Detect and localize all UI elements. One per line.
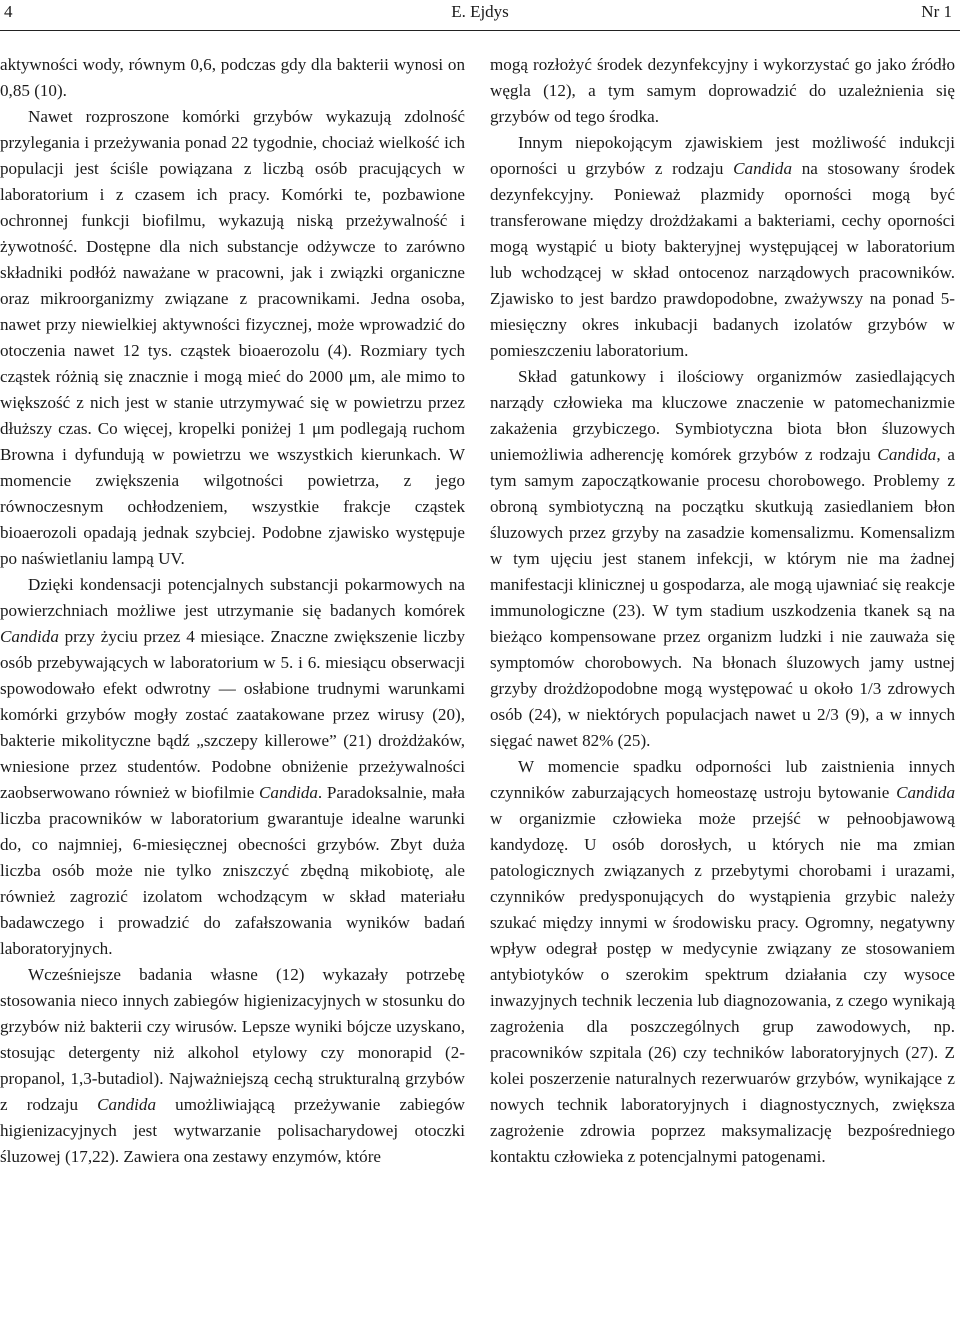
paragraph: Nawet rozproszone komórki grzybów wykazują zdolność przylegania i przeżywania ponad 22 tygodnie, chociaż wielkość ich populacji jest ściśle powiązana z liczbą osób pracujących w laboratorium i z czasem ich pracy. Komórki te, pozbawione ochronnej funkcji biofilmu, wykazują niską przeżywalność i żywotność. Dostępne dla nich substancje odżywcze to zarówno składniki podłóż naważane w pracowni, jak i związki organiczne oraz mikroorganizmy związane z pracownikami. Jedna osoba, nawet przy niewielkiej aktywności fizycznej, może wprowadzić do otoczenia nawet 12 tys. cząstek bioaerozolu (4). Rozmiary tych cząstek różnią się znacznie i mogą mieć do 2000 μm, ale mimo to większość z nich jest w stanie utrzymywać się w powietrzu przez dłuższy czas. Co więcej, kropelki poniżej 1 μm podlegają ruchom Browna i dyfundują w powietrzu we wszystkich kierunkach. W momencie zwiększenia wilgotności powietrza, z jego równoczesnym ochłodzeniem, wszystkie frakcje cząstek bioaerozoli opadają jednak szybciej. Podobne zjawisko występuje po naświetlaniu lampą UV. (0, 107, 465, 568)
paragraph: W momencie spadku odporności lub zaistnienia innych czynników zaburzających homeostazę ustroju bytowanie Candida w organizmie człowieka może przejść w pełnoobjawową kandydozę. U osób dorosłych, u których nie ma zmian patologicznych związanych z przebytymi chorobami i urazami, czynników predysponujących do wystąpienia grzybic należy szukać między innymi w środowisku pracy. Ogromny, negatywny wpływ odegrał postęp w medycynie związany ze stosowaniem antybiotyków o szerokim spektrum działania czy wysoce inwazyjnych technik leczenia lub diagnozowania, z czego wynikają zagrożenia dla poszczególnych grup zawodowych, np. pracowników szpitala (26) czy techników laboratoryjnych (27). Z kolei poszerzenie naturalnych rezerwuarów grzybów, wynikające z nowych technik laboratoryjnych i diagnostycznych, zwiększa zagrożenie zdrowia poprzez maksymalizację bezpośredniego kontaktu człowieka z potencjalnymi patogenami. (490, 757, 955, 1166)
paragraph: mogą rozłożyć środek dezynfekcyjny i wykorzystać go jako źródło węgla (12), a tym samym doprowadzić do uzależnienia się grzybów od tego środka. (490, 55, 955, 126)
paragraph: Dzięki kondensacji potencjalnych substancji pokarmowych na powierzchniach możliwe jest utrzymanie się badanych komórek Candida przy życiu przez 4 miesiące. Znaczne zwiększenie liczby osób przebywających w laboratorium w 5. i 6. miesiącu obserwacji spowodowało efekt odwrotny — osłabione trudnymi warunkami komórki grzybów mogły zostać zaatakowane przez wirusy (20), bakterie mikolityczne bądź „szczepy killerowe” (21) drożdżaków, wniesione przez studentów. Podobne obniżenie przeżywalności zaobserwowano również w biofilmie Candida. Paradoksalnie, mała liczba pracowników w laboratorium gwarantuje idealne warunki do, co najmniej, 6-miesięcznej obecności grzybów. Zbyt duża liczba osób może nie tylko zniszczyć zbędną mikobiotę, ale również zagrozić izolatom wchodzącym w skład materiału badawczego i prowadzić do zafałszowania wyników badań laboratoryjnych. (0, 575, 465, 958)
page-number: 4 (4, 2, 13, 21)
right-column (490, 52, 955, 1170)
paragraph: Innym niepokojącym zjawiskiem jest możliwość indukcji oporności u grzybów z rodzaju Candida na stosowany środek dezynfekcyjny. Ponieważ plazmidy oporności mogą być transferowane między drożdżakami a bakteriami, cechy oporności mogą wystąpić u bioty bakteryjnej występującej w laboratorium lub wchodzącej w skład ontocenoz narządowych pracowników. Zjawisko to jest bardzo prawdopodobne, zważywszy na ponad 5-miesięczny okres inkubacji badanych izolatów grzybów w pomieszczeniu laboratorium. (490, 133, 955, 360)
left-column (0, 52, 465, 1170)
running-author: E. Ejdys (451, 2, 509, 21)
paragraph: Skład gatunkowy i ilościowy organizmów zasiedlających narządy człowieka ma kluczowe znaczenie w patomechanizmie zakażenia grzybiczego. Symbiotyczna biota błon śluzowych uniemożliwia adherencję komórek grzybów z rodzaju Candida, a tym samym zapoczątkowanie procesu chorobowego. Problemy z obroną symbiotyczną na początku skutkują zasiedlaniem błon śluzowych przez grzyby na zasadzie komensalizmu. Komensalizm w tym ujęciu jest stanem infekcji, w którym nie ma żadnej manifestacji klinicznej u gospodarza, ale mogą ujawniać się reakcje immunologiczne (23). W tym stadium uszkodzenia tkanek są na bieżąco kompensowane przez organizm ludzki i nie zauważa się symptomów chorobowych. Na błonach śluzowych jamy ustnej grzyby drożdżopodobne mogą występować u około 1/3 zdrowych osób (24), w niektórych populacjach nawet u 2/3 (9), a w innych sięgać nawet 82% (25). (490, 367, 955, 750)
issue-number: Nr 1 (921, 2, 952, 21)
running-header (0, 0, 960, 34)
paragraph: aktywności wody, równym 0,6, podczas gdy dla bakterii wynosi on 0,85 (10). (0, 55, 465, 100)
paragraph: Wcześniejsze badania własne (12) wykazały potrzebę stosowania nieco innych zabiegów higienizacyjnych w stosunku do grzybów niż bakterii czy wirusów. Lepsze wyniki bójcze uzyskano, stosując detergenty niż alkohol etylowy czy monorapid (2-propanol, 1,3-butadiol). Najważniejszą cechą strukturalną grzybów z rodzaju Candida umożliwiającą przeżywanie zabiegów higienizacyjnych jest wytwarzanie polisacharydowej otoczki śluzowej (17,22). Zawiera ona zestawy enzymów, które (0, 965, 465, 1166)
header-rule (0, 30, 960, 31)
